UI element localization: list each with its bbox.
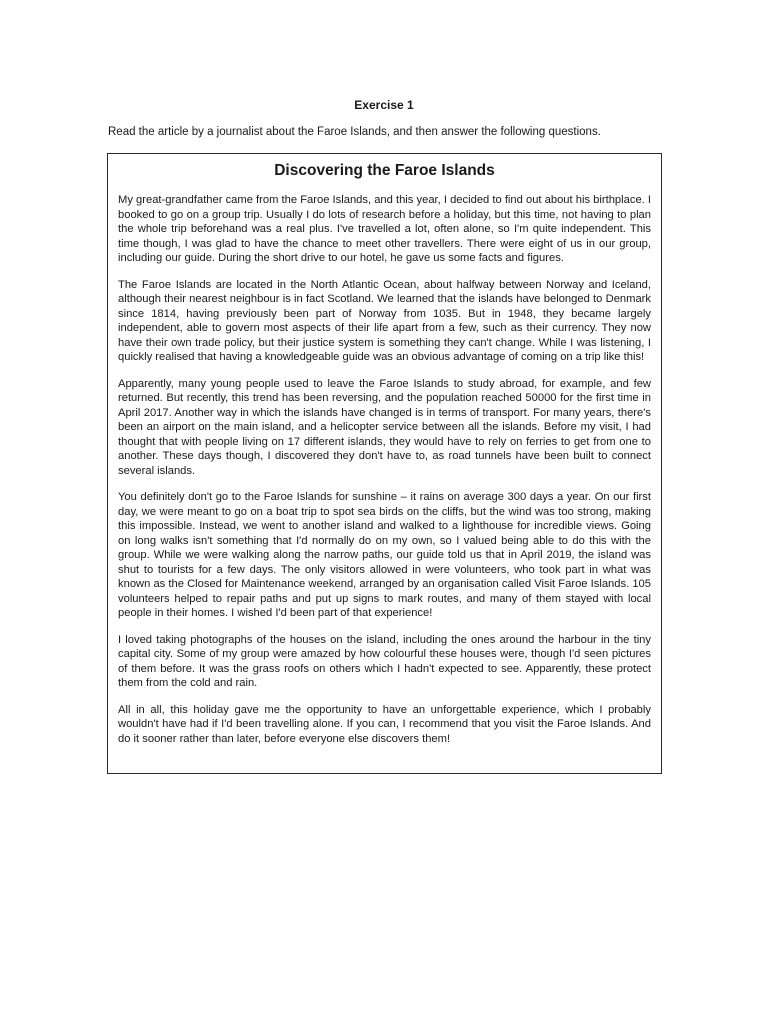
article-paragraph-3: Apparently, many young people used to leave the Faroe Islands to study abroad, for example, and few returned. But recently, this trend has been reversing, and the population reached 50000 for the first time in April 2017. Another way in which the islands have changed is in terms of transport. For many years, there's been an airport on the main island, and a helicopter service between all the islands. Before my visit, I had thought that with people living on 17 different islands, they would have to rely on ferries to get from one to another. These days though, I discovered they don't have to, as road tunnels have been built to connect several islands. — [118, 377, 651, 477]
article-title: Discovering the Faroe Islands — [274, 162, 495, 179]
article-paragraph-6: All in all, this holiday gave me the opportunity to have an unforgettable experience, which I probably wouldn't have had if I'd been travelling alone. If you can, I recommend that you visit the Faroe Islands. And do it sooner rather than later, before everyone else discovers them! — [118, 703, 651, 745]
exercise-title: Exercise 1 — [354, 98, 414, 112]
article-box — [107, 153, 662, 774]
exercise-instruction: Read the article by a journalist about the Faroe Islands, and then answer the following questions. — [108, 126, 601, 138]
article-paragraph-4: You definitely don't go to the Faroe Islands for sunshine – it rains on average 300 days a year. On our first day, we were meant to go on a boat trip to spot sea birds on the cliffs, but the wind was too strong, making this impossible. Instead, we went to another island and walked to a lighthouse for incredible views. Going on long walks isn't something that I'd normally do on my own, so I valued being able to do this with the group. While we were walking along the narrow paths, our guide told us that in April 2019, the island was shut to tourists for a few days. The only visitors allowed in were volunteers, who took part in what was known as the Closed for Maintenance weekend, arranged by an organisation called Visit Faroe Islands. 105 volunteers helped to repair paths and put up signs to mark routes, and many of them stayed with local people in their homes. I wished I'd been part of that experience! — [118, 491, 651, 619]
article-paragraph-1: My great-grandfather came from the Faroe Islands, and this year, I decided to find out about his birthplace. I booked to go on a group trip. Usually I do lots of research before a holiday, but this time, not having to plan the whole trip beforehand was a real plus. I've travelled a lot, often alone, so I'm quite independent. This time though, I was glad to have the chance to meet other travellers. There were eight of us in our group, including our guide. During the short drive to our hotel, he gave us some facts and figures. — [118, 194, 651, 264]
article-paragraph-2: The Faroe Islands are located in the North Atlantic Ocean, about halfway between Norway and Iceland, although their nearest neighbour is in fact Scotland. We learned that the islands have belonged to Denmark since 1814, having previously been part of Norway from 1035. But in 1948, they became largely independent, able to govern most aspects of their life apart from a few, such as their currency. They now have their own trade policy, but their justice system is something they can't change. While I was listening, I quickly realised that having a knowledgeable guide was an obvious advantage of coming on a trip like this! — [118, 278, 651, 363]
article-paragraph-5: I loved taking photographs of the houses on the island, including the ones around the harbour in the tiny capital city. Some of my group were amazed by how colourful these houses were, though I'd seen pictures of them before. It was the grass roofs on others which I hadn't expected to see. Apparently, these protect them from the cold and rain. — [118, 633, 651, 689]
